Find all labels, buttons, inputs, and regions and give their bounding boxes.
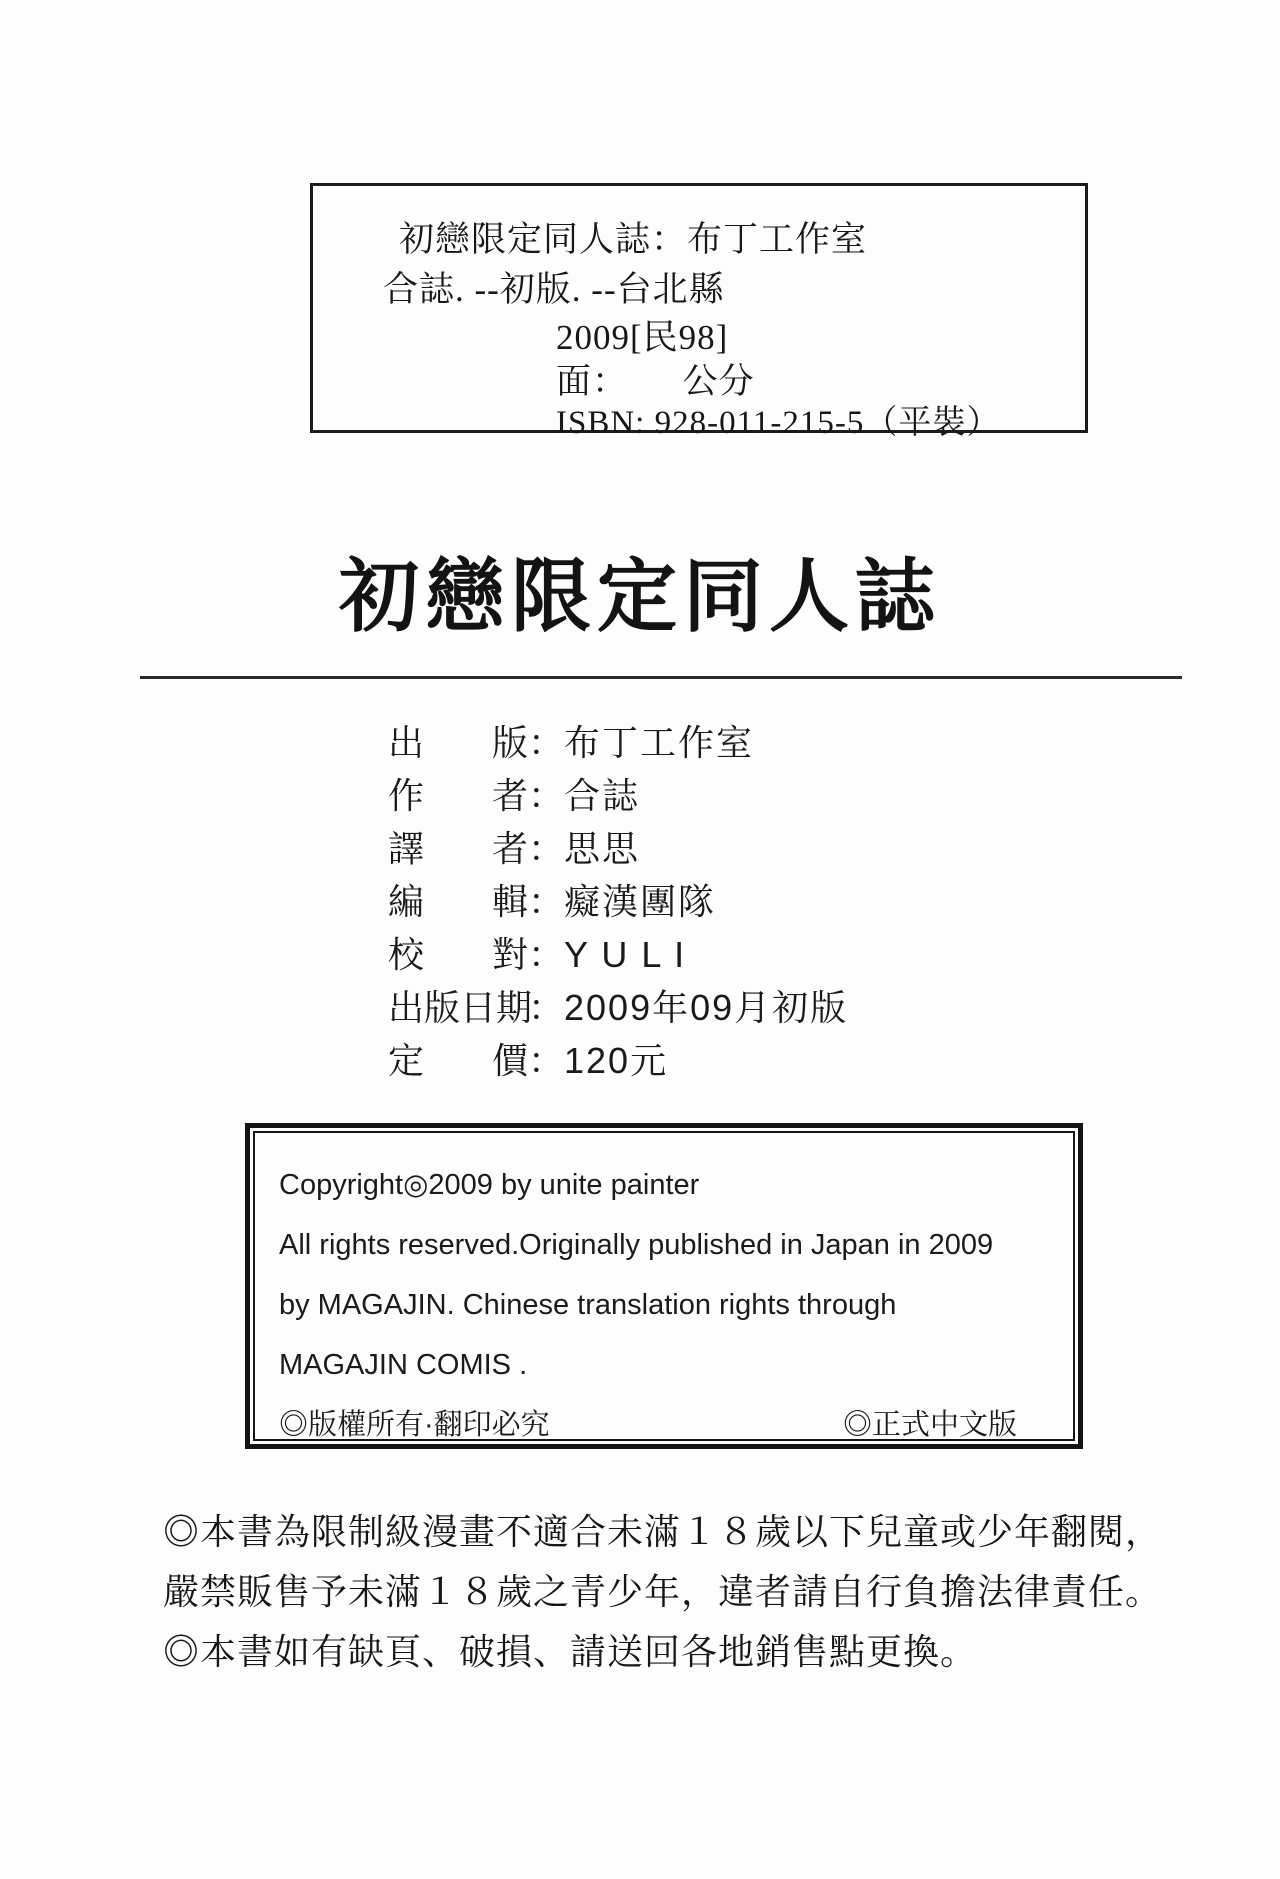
detail-row-proofreader bbox=[388, 928, 848, 981]
detail-value: 布丁工作室 bbox=[564, 722, 755, 763]
copyright-box bbox=[245, 1123, 1083, 1449]
detail-colon: ： bbox=[528, 828, 565, 869]
disclaimer-line: 嚴禁販售予未滿１８歲之青少年，違者請自行負擔法律責任。 bbox=[163, 1571, 1163, 1612]
copyright-line: Copyright◎2009 by unite painter bbox=[279, 1169, 700, 1201]
copyright-line: All rights reserved.Originally published in Japan in 2009 bbox=[279, 1229, 994, 1261]
detail-label: 作者 bbox=[388, 775, 528, 816]
detail-label: 編輯 bbox=[388, 881, 528, 922]
detail-row-author bbox=[388, 769, 848, 822]
detail-value: 120元 bbox=[564, 1040, 669, 1081]
detail-value: 思思 bbox=[564, 828, 641, 869]
detail-row-translator bbox=[388, 822, 848, 875]
detail-label: 出版 bbox=[388, 722, 528, 763]
cip-catalog-box bbox=[310, 183, 1088, 441]
detail-colon: ： bbox=[528, 1040, 565, 1081]
detail-row-publisher bbox=[388, 716, 848, 769]
cip-line-isbn: ISBN: 928-011-215-5（平裝） bbox=[556, 405, 1001, 441]
copyright-footer bbox=[279, 1395, 1017, 1455]
copyright-box-inner bbox=[253, 1131, 1075, 1441]
detail-colon: ： bbox=[528, 934, 565, 975]
detail-label: 出版日期 bbox=[388, 987, 533, 1028]
cip-line-title: 初戀限定同人誌：布丁工作室 bbox=[399, 220, 868, 259]
disclaimer-line: ◎本書為限制級漫畫不適合未滿１８歲以下兒童或少年翻閱， bbox=[163, 1511, 1163, 1552]
detail-row-publish-date bbox=[388, 981, 848, 1034]
detail-label: 定價 bbox=[388, 1040, 528, 1081]
cip-line-size: 面： 公分 bbox=[556, 362, 755, 401]
official-chinese-edition-note: ◎正式中文版 bbox=[842, 1409, 1017, 1441]
detail-colon: ： bbox=[528, 722, 565, 763]
disclaimer-line: ◎本書如有缺頁、破損、請送回各地銷售點更換。 bbox=[163, 1631, 978, 1672]
detail-colon: ： bbox=[528, 987, 565, 1028]
detail-label: 譯者 bbox=[388, 828, 528, 869]
detail-colon: ： bbox=[528, 775, 565, 816]
age-restriction-disclaimer bbox=[163, 1502, 1162, 1682]
detail-value: 2009年09月初版 bbox=[564, 987, 849, 1028]
copyright-line: by MAGAJIN. Chinese translation rights through bbox=[279, 1289, 897, 1321]
cip-line-year: 2009[民98] bbox=[556, 318, 729, 357]
detail-value: 癡漢團隊 bbox=[564, 881, 717, 922]
cip-line-edition: 合誌. --初版. --台北縣 bbox=[383, 270, 725, 309]
detail-row-price bbox=[388, 1034, 848, 1087]
detail-label: 校對 bbox=[388, 934, 528, 975]
detail-value: Y U L I bbox=[564, 934, 687, 975]
book-title: 初戀限定同人誌 bbox=[339, 552, 941, 641]
detail-value: 合誌 bbox=[564, 775, 641, 816]
copyright-line: MAGAJIN COMIS . bbox=[279, 1349, 528, 1381]
detail-colon: ： bbox=[528, 881, 565, 922]
publication-details bbox=[388, 716, 848, 1087]
divider-line bbox=[140, 676, 1182, 679]
detail-row-editor bbox=[388, 875, 848, 928]
rights-reserved-note: ◎版權所有·翻印必究 bbox=[279, 1409, 550, 1441]
